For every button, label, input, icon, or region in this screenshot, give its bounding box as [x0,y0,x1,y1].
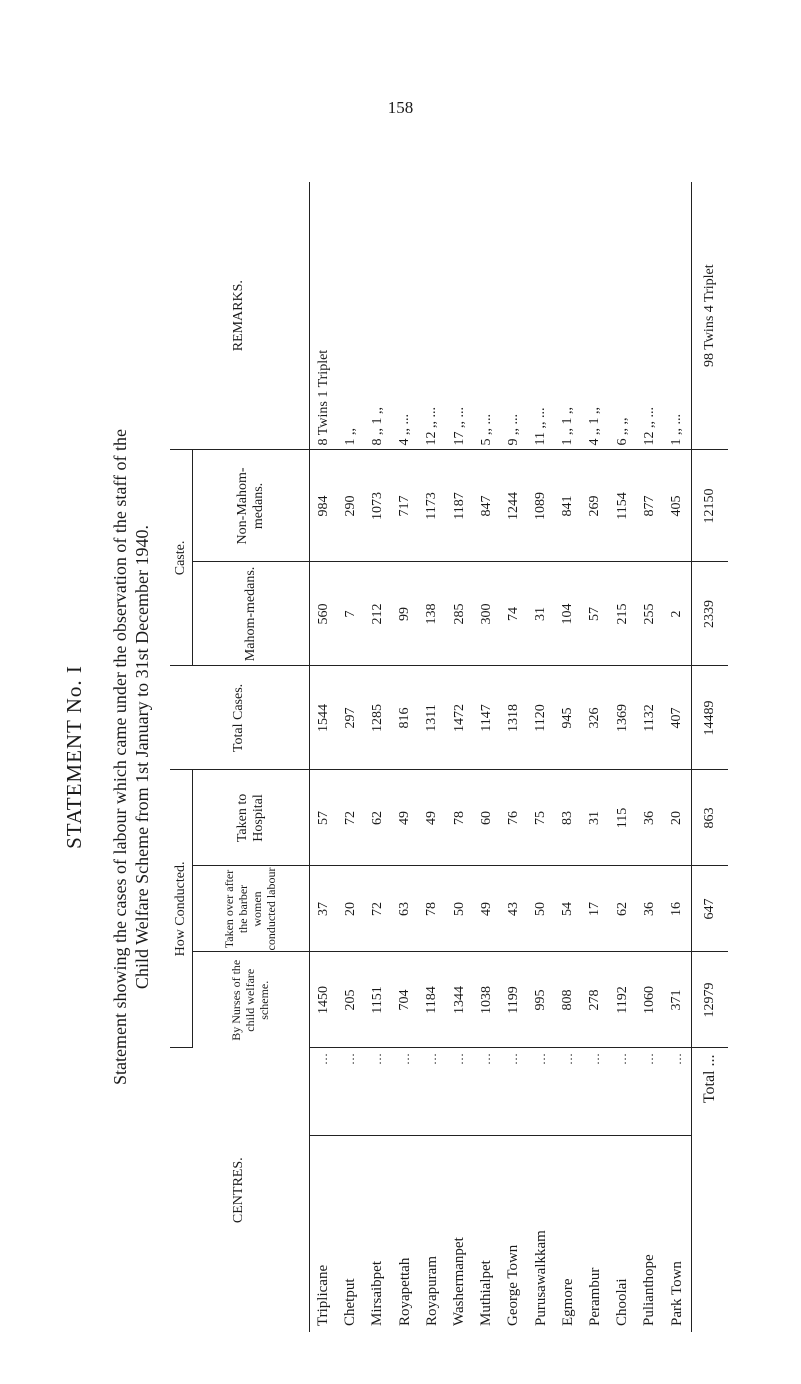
total-value: 1544 [310,666,338,770]
taken-over-value: 36 [636,866,663,952]
remarks-value: 11 ,, ... [528,182,555,450]
non-mahommedans-value: 877 [636,450,663,562]
hospital-value: 31 [582,770,609,866]
table-row [500,182,527,1332]
mahommedans-value: 255 [636,562,663,666]
total-value: 407 [663,666,691,770]
hospital-value: 76 [500,770,527,866]
centre-name: Pulianthope [641,1254,658,1326]
leader-dots: ... [555,1048,582,1136]
hospital-value: 72 [337,770,364,866]
hospital-value: 83 [555,770,582,866]
taken-over-value: 72 [364,866,391,952]
centre-name: Perambur [586,1267,603,1326]
nurses-value: 1184 [419,952,446,1048]
leader-dots: ... [419,1048,446,1136]
by-nurses-header: By Nurses of the child welfare scheme. [193,952,310,1048]
hospital-value: 57 [310,770,338,866]
table-row [364,182,391,1332]
non-mahommedans-value: 1154 [609,450,636,562]
total-value: 297 [337,666,364,770]
nurses-value: 704 [392,952,419,1048]
remarks-header: REMARKS. [170,182,310,450]
mahommedans-header: Mahom-medans. [193,562,310,666]
non-mahommedans-value: 1187 [446,450,473,562]
taken-over-value: 49 [473,866,500,952]
mahommedans-value: 74 [500,562,527,666]
leader-dots: ... [582,1048,609,1136]
nurses-value: 1060 [636,952,663,1048]
taken-over-value: 62 [609,866,636,952]
mahommedans-value: 285 [446,562,473,666]
total-nurses-value: 12979 [691,952,728,1048]
centre-name: Mirsaibpet [369,1261,386,1326]
leader-dots: ... [500,1048,527,1136]
taken-over-value: 37 [310,866,338,952]
mahommedans-value: 104 [555,562,582,666]
mahommedans-value: 300 [473,562,500,666]
centre-name: Choolai [614,1278,631,1326]
taken-over-value: 78 [419,866,446,952]
taken-over-value: 63 [392,866,419,952]
nurses-value: 1344 [446,952,473,1048]
total-cases-header: Total Cases. [170,666,310,770]
taken-over-value: 54 [555,866,582,952]
nurses-value: 371 [663,952,691,1048]
taken-over-value: 16 [663,866,691,952]
labour-cases-table [170,182,728,1332]
remarks-value: 9 ,, ... [500,182,527,450]
leader-dots: ... [364,1048,391,1136]
total-value: 1285 [364,666,391,770]
leader-dots: ... [392,1048,419,1136]
remarks-value: 8 Twins 1 Triplet [310,182,338,450]
taken-to-hospital-header: Taken to Hospital [193,770,310,866]
table-row [609,182,636,1332]
total-remarks-value: 98 Twins 4 Triplet [691,182,728,450]
non-mahommedans-value: 984 [310,450,338,562]
non-mahommedans-header: Non-Mahom-medans. [193,450,310,562]
total-value: 1472 [446,666,473,770]
remarks-value: 17 ,, ... [446,182,473,450]
mahommedans-value: 212 [364,562,391,666]
page-number: 158 [387,98,414,117]
remarks-value: 1 ,, 1 ,, [555,182,582,450]
rotated-statement [0,182,718,1332]
remarks-value: 12 ,, ... [419,182,446,450]
total-value: 1369 [609,666,636,770]
leader-dots: ... [663,1048,691,1136]
remarks-value: 1 ,, ... [663,182,691,450]
non-mahommedans-value: 405 [663,450,691,562]
taken-over-header: Taken over after the barber women conducted labour [193,866,310,952]
mahommedans-value: 31 [528,562,555,666]
nurses-value: 1192 [609,952,636,1048]
total-value: 945 [555,666,582,770]
centre-name: Purusawalkkam [532,1230,549,1326]
non-mahommedans-value: 717 [392,450,419,562]
non-mahommedans-value: 1173 [419,450,446,562]
table-row [528,182,555,1332]
remarks-value: 4 ,, 1 ,, [582,182,609,450]
grand-total-value: 14489 [691,666,728,770]
table-row [446,182,473,1332]
centre-name: Triplicane [315,1264,332,1326]
nurses-value: 1450 [310,952,338,1048]
statement-subtitle-line-1: Statement showing the cases of labour which came under the observation of the staff of the [110,429,130,1085]
nurses-value: 205 [337,952,364,1048]
total-value: 816 [392,666,419,770]
leader-dots: ... [636,1048,663,1136]
non-mahommedans-value: 841 [555,450,582,562]
centre-name: Royapettah [396,1257,413,1326]
non-mahommedans-value: 269 [582,450,609,562]
nurses-value: 1038 [473,952,500,1048]
mahommedans-value: 57 [582,562,609,666]
non-mahommedans-value: 1089 [528,450,555,562]
hospital-value: 78 [446,770,473,866]
leader-dots: ... [337,1048,364,1136]
table-row [419,182,446,1332]
mahommedans-value: 560 [310,562,338,666]
nurses-value: 1199 [500,952,527,1048]
taken-over-value: 50 [446,866,473,952]
total-row [691,182,728,1332]
hospital-value: 36 [636,770,663,866]
centre-name: Muthialpet [478,1260,495,1326]
total-taken-over-value: 647 [691,866,728,952]
statement-heading: STATEMENT No. I [62,665,86,849]
table-row [582,182,609,1332]
nurses-value: 1151 [364,952,391,1048]
taken-over-value: 17 [582,866,609,952]
table-row [663,182,691,1332]
total-value: 1311 [419,666,446,770]
total-value: 1318 [500,666,527,770]
hospital-value: 20 [663,770,691,866]
table-row [636,182,663,1332]
total-mahommedans-value: 2339 [691,562,728,666]
total-value: 1120 [528,666,555,770]
remarks-value: 1 ,, [337,182,364,450]
hospital-value: 115 [609,770,636,866]
table-row [310,182,338,1332]
remarks-value: 12 ,, ... [636,182,663,450]
centre-name: George Town [505,1244,522,1326]
table-row [337,182,364,1332]
hospital-value: 60 [473,770,500,866]
nurses-value: 278 [582,952,609,1048]
taken-over-value: 20 [337,866,364,952]
statement-subtitle-line-2: Child Welfare Scheme from 1st January to 31st December 1940. [132,524,152,990]
centre-name: Royapuram [423,1256,440,1326]
nurses-value: 995 [528,952,555,1048]
hospital-value: 49 [419,770,446,866]
hospital-value: 49 [392,770,419,866]
total-value: 326 [582,666,609,770]
how-conducted-header: How Conducted. [170,770,193,1048]
remarks-value: 5 ,, ... [473,182,500,450]
leader-dots: ... [528,1048,555,1136]
total-hospital-value: 863 [691,770,728,866]
leader-dots: ... [446,1048,473,1136]
total-label: Total ... [691,1048,728,1332]
mahommedans-value: 99 [392,562,419,666]
mahommedans-value: 138 [419,562,446,666]
centre-name: Egmore [559,1278,576,1326]
total-value: 1147 [473,666,500,770]
leader-dots: ... [473,1048,500,1136]
mahommedans-value: 215 [609,562,636,666]
table-row [555,182,582,1332]
centre-name: Washermanpet [451,1237,468,1326]
nurses-value: 808 [555,952,582,1048]
remarks-value: 8 ,, 1 ,, [364,182,391,450]
remarks-value: 4 ,, ... [392,182,419,450]
total-value: 1132 [636,666,663,770]
hospital-value: 75 [528,770,555,866]
centre-name: Chetput [342,1278,359,1326]
mahommedans-value: 7 [337,562,364,666]
mahommedans-value: 2 [663,562,691,666]
centre-name: Park Town [668,1261,685,1326]
non-mahommedans-value: 290 [337,450,364,562]
caste-header: Caste. [170,450,193,666]
total-non-mahommedans-value: 12150 [691,450,728,562]
taken-over-value: 43 [500,866,527,952]
table-row [473,182,500,1332]
non-mahommedans-value: 847 [473,450,500,562]
non-mahommedans-value: 1244 [500,450,527,562]
leader-dots: ... [609,1048,636,1136]
non-mahommedans-value: 1073 [364,450,391,562]
taken-over-value: 50 [528,866,555,952]
table-row [392,182,419,1332]
remarks-value: 6 ,, ,, [609,182,636,450]
centres-header: CENTRES. [170,1048,310,1332]
hospital-value: 62 [364,770,391,866]
leader-dots: ... [310,1048,338,1136]
